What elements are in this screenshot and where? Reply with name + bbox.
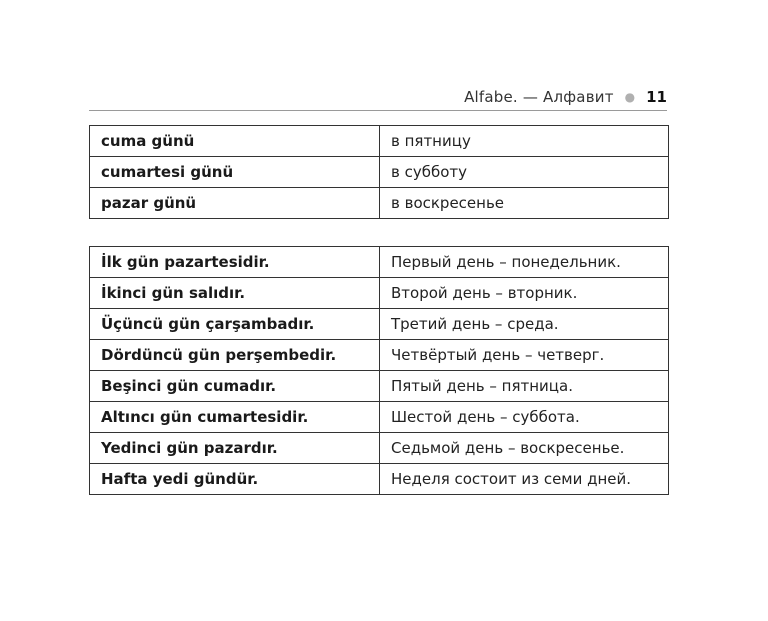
turkish-cell: İlk gün pazartesidir. bbox=[90, 247, 380, 278]
russian-cell: Третий день – среда. bbox=[380, 309, 669, 340]
russian-cell: в пятницу bbox=[380, 126, 669, 157]
russian-cell: Четвёртый день – четверг. bbox=[380, 340, 669, 371]
russian-cell: в субботу bbox=[380, 157, 669, 188]
russian-cell: Седьмой день – воскресенье. bbox=[380, 433, 669, 464]
turkish-cell: pazar günü bbox=[90, 188, 380, 219]
table-row bbox=[90, 433, 669, 464]
russian-cell: в воскресенье bbox=[380, 188, 669, 219]
russian-cell: Первый день – понедельник. bbox=[380, 247, 669, 278]
turkish-cell: cuma günü bbox=[90, 126, 380, 157]
separator-bullet-icon: ● bbox=[624, 89, 636, 104]
russian-cell: Пятый день – пятница. bbox=[380, 371, 669, 402]
table-row bbox=[90, 278, 669, 309]
table-row bbox=[90, 247, 669, 278]
table-row bbox=[90, 309, 669, 340]
turkish-cell: Üçüncü gün çarşambadır. bbox=[90, 309, 380, 340]
page-header bbox=[89, 87, 667, 111]
table-row bbox=[90, 402, 669, 433]
russian-cell: Шестой день – суббота. bbox=[380, 402, 669, 433]
table-row bbox=[90, 340, 669, 371]
table-row bbox=[90, 464, 669, 495]
running-title: Alfabe. — Алфавит bbox=[464, 87, 614, 106]
table-row bbox=[90, 126, 669, 157]
table-row bbox=[90, 157, 669, 188]
turkish-cell: cumartesi günü bbox=[90, 157, 380, 188]
turkish-cell: Yedinci gün pazardır. bbox=[90, 433, 380, 464]
days-vocab-table bbox=[89, 125, 669, 219]
table-row bbox=[90, 188, 669, 219]
turkish-cell: Dördüncü gün perşembedir. bbox=[90, 340, 380, 371]
table-row bbox=[90, 371, 669, 402]
sentences-vocab-table bbox=[89, 246, 669, 495]
page-number: 11 bbox=[646, 87, 667, 106]
russian-cell: Неделя состоит из семи дней. bbox=[380, 464, 669, 495]
turkish-cell: Altıncı gün cumartesidir. bbox=[90, 402, 380, 433]
turkish-cell: Hafta yedi gündür. bbox=[90, 464, 380, 495]
russian-cell: Второй день – вторник. bbox=[380, 278, 669, 309]
turkish-cell: Beşinci gün cumadır. bbox=[90, 371, 380, 402]
turkish-cell: İkinci gün salıdır. bbox=[90, 278, 380, 309]
